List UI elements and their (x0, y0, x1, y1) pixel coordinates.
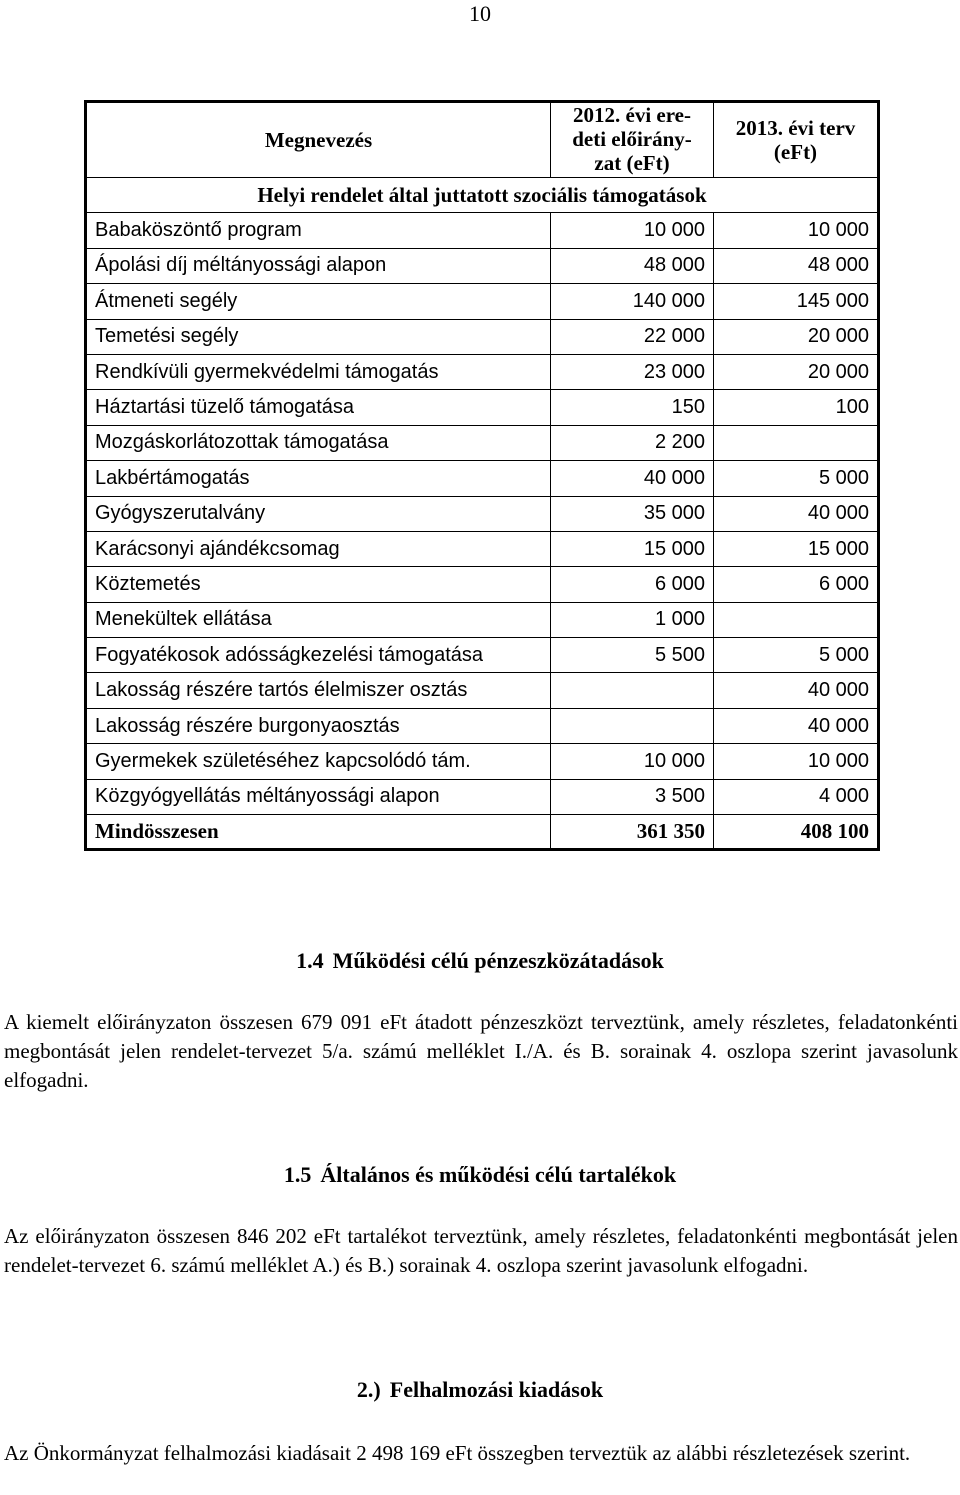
table-row (86, 602, 879, 637)
paragraph-2: Az Önkormányzat felhalmozási kiadásait 2 498 169 eFt összegben terveztük az alábbi részletezések szerint. (4, 1441, 911, 1465)
table-row (86, 496, 879, 531)
table-row (86, 638, 879, 673)
row-name: Lakosság részére burgonyaosztás (86, 708, 551, 743)
row-name: Menekültek ellátása (86, 602, 551, 637)
row-value-2013: 40 000 (714, 673, 879, 708)
row-value-2012: 10 000 (551, 744, 714, 779)
row-value-2013 (714, 602, 879, 637)
row-name: Köztemetés (86, 567, 551, 602)
row-value-2013: 4 000 (714, 779, 879, 814)
row-value-2013: 15 000 (714, 531, 879, 566)
row-name: Temetési segély (86, 319, 551, 354)
row-value-2012 (551, 673, 714, 708)
table-row (86, 425, 879, 460)
header-name: Megnevezés (86, 102, 551, 178)
row-value-2012: 150 (551, 390, 714, 425)
row-name: Gyógyszerutalvány (86, 496, 551, 531)
row-value-2012: 140 000 (551, 284, 714, 319)
table-row (86, 284, 879, 319)
row-value-2013: 5 000 (714, 638, 879, 673)
row-value-2013: 10 000 (714, 744, 879, 779)
row-value-2013: 6 000 (714, 567, 879, 602)
row-value-2012: 35 000 (551, 496, 714, 531)
header-2012: 2012. évi ere- deti előirány- zat (eFt) (551, 102, 714, 178)
row-name: Babaköszöntő program (86, 213, 551, 248)
heading-2 (0, 1377, 960, 1403)
row-value-2012: 2 200 (551, 425, 714, 460)
row-name: Gyermekek születéséhez kapcsolódó tám. (86, 744, 551, 779)
row-value-2012: 23 000 (551, 354, 714, 389)
row-value-2013: 100 (714, 390, 879, 425)
header-2013: 2013. évi terv (eFt) (714, 102, 879, 178)
row-name: Átmeneti segély (86, 284, 551, 319)
row-value-2012: 1 000 (551, 602, 714, 637)
total-label: Mindösszesen (86, 815, 551, 850)
row-value-2012 (551, 708, 714, 743)
row-value-2013 (714, 425, 879, 460)
row-name: Ápolási díj méltányossági alapon (86, 248, 551, 283)
row-value-2013: 20 000 (714, 354, 879, 389)
page-number: 10 (469, 1, 491, 26)
table-row (86, 213, 879, 248)
section-title: Helyi rendelet által juttatott szociális támogatások (86, 178, 879, 213)
paragraph-1-5: Az előirányzaton összesen 846 202 eFt tartalékot terveztünk, amely részletes, feladatonkénti megbontását jelen rendelet-tervezet 6. számú melléklet A.) és B.) sorainak 4. oszlopa szerint javasolunk elfogadni. (4, 1224, 958, 1277)
table-row (86, 319, 879, 354)
row-value-2012: 40 000 (551, 461, 714, 496)
row-name: Közgyógyellátás méltányossági alapon (86, 779, 551, 814)
heading-1-4 (0, 948, 960, 974)
row-value-2013: 48 000 (714, 248, 879, 283)
table-row (86, 248, 879, 283)
row-name: Háztartási tüzelő támogatása (86, 390, 551, 425)
row-name: Rendkívüli gyermekvédelmi támogatás (86, 354, 551, 389)
row-value-2013: 145 000 (714, 284, 879, 319)
row-value-2012: 15 000 (551, 531, 714, 566)
row-value-2013: 5 000 (714, 461, 879, 496)
table-row (86, 567, 879, 602)
row-name: Mozgáskorlátozottak támogatása (86, 425, 551, 460)
heading-2-title: Felhalmozási kiadások (389, 1377, 604, 1402)
table-row (86, 779, 879, 814)
row-value-2012: 5 500 (551, 638, 714, 673)
row-name: Fogyatékosok adósságkezelési támogatása (86, 638, 551, 673)
table-row (86, 708, 879, 743)
row-name: Lakosság részére tartós élelmiszer osztás (86, 673, 551, 708)
table-row (86, 673, 879, 708)
heading-1-5-title: Általános és működési célú tartalékok (320, 1162, 677, 1187)
row-value-2013: 10 000 (714, 213, 879, 248)
row-value-2013: 20 000 (714, 319, 879, 354)
row-value-2012: 22 000 (551, 319, 714, 354)
row-value-2013: 40 000 (714, 496, 879, 531)
row-name: Karácsonyi ajándékcsomag (86, 531, 551, 566)
row-value-2013: 40 000 (714, 708, 879, 743)
row-name: Lakbértámogatás (86, 461, 551, 496)
row-value-2012: 6 000 (551, 567, 714, 602)
section-title-row (86, 178, 879, 213)
paragraph-1-4: A kiemelt előirányzaton összesen 679 091 eFt átadott pénzeszközt terveztünk, amely részletes, feladatonkénti megbontását jelen rendelet-tervezet 5/a. számú melléklet I./A. és B. sorainak 4. oszlopa szerint javasolunk elfogadni. (4, 1010, 958, 1092)
heading-1-5 (0, 1162, 960, 1188)
table-row (86, 531, 879, 566)
table-header-row (86, 102, 879, 178)
heading-2-number: 2.) (356, 1377, 381, 1402)
total-row (86, 815, 879, 850)
heading-1-5-number: 1.5 (283, 1162, 312, 1187)
table-row (86, 744, 879, 779)
table-row (86, 461, 879, 496)
row-value-2012: 48 000 (551, 248, 714, 283)
heading-1-4-title: Működési célú pénzeszközátadások (332, 948, 664, 973)
total-2012: 361 350 (551, 815, 714, 850)
row-value-2012: 3 500 (551, 779, 714, 814)
heading-1-4-number: 1.4 (296, 948, 324, 973)
table-row (86, 390, 879, 425)
budget-table (84, 100, 880, 851)
table-row (86, 354, 879, 389)
row-value-2012: 10 000 (551, 213, 714, 248)
total-2013: 408 100 (714, 815, 879, 850)
